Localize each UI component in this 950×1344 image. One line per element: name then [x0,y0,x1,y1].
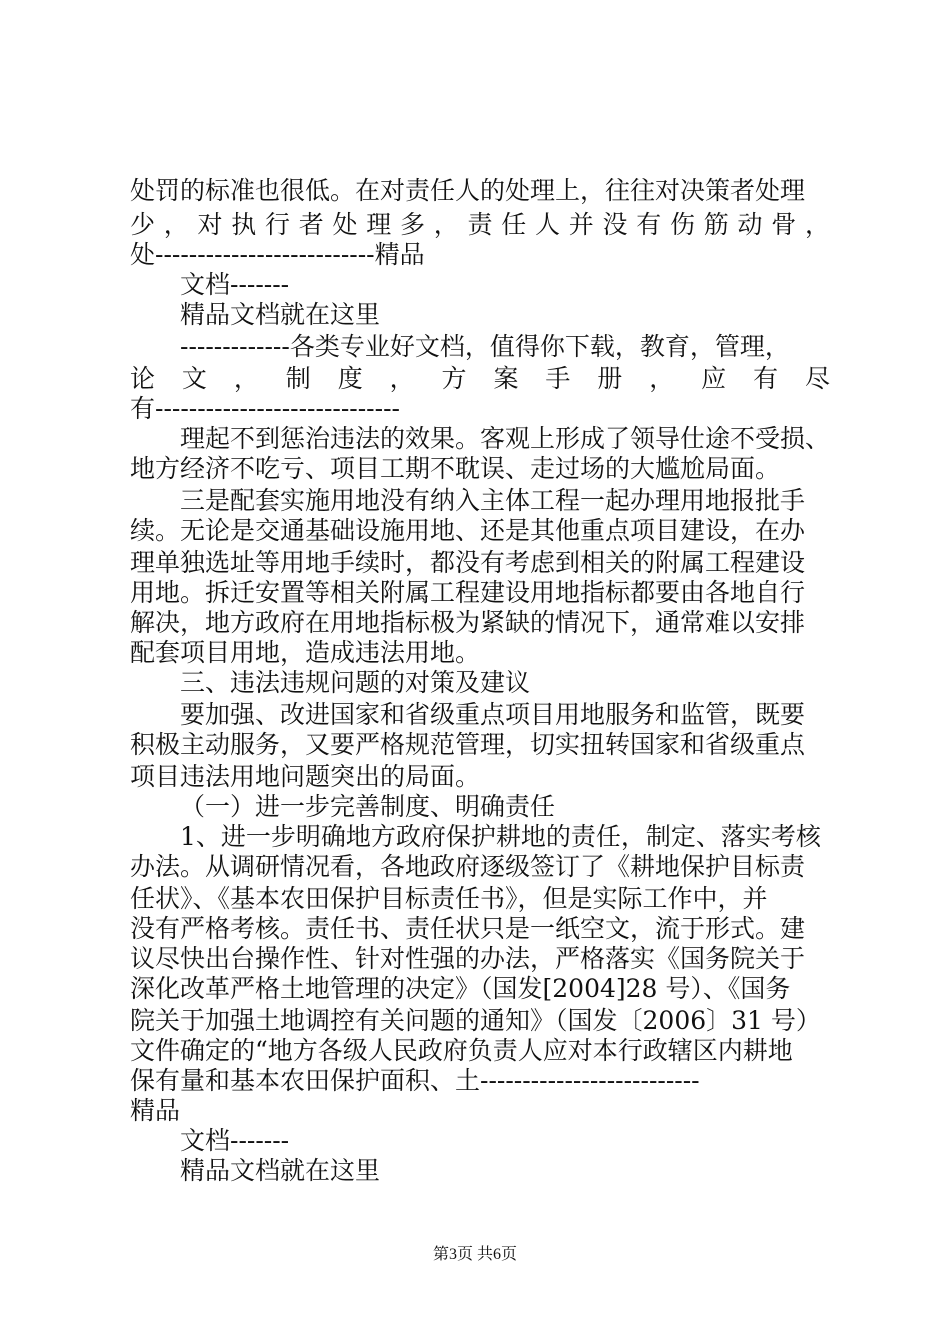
text-line: 办法。从调研情况看，各地政府逐级签订了《耕地保护目标责 [130,852,806,881]
text-line: 没有严格考核。责任书、责任状只是一纸空文，流于形式。建 [130,914,806,943]
text-line: 理单独选址等用地手续时，都没有考虑到相关的附属工程建设 [130,548,806,577]
text-line: 文件确定的“地方各级人民政府负责人应对本行政辖区内耕地 [130,1036,793,1065]
text-line: 项目违法用地问题突出的局面。 [130,762,481,791]
text-line: 有----------------------------- [130,394,400,423]
text-line: 精品文档就在这里 [180,300,381,329]
subsection-heading: （一）进一步完善制度、明确责任 [180,792,556,821]
text-line: -------------各类专业好文档，值得你下载，教育，管理， [180,332,790,361]
text-line: 精品 [130,1096,181,1125]
text-line: 三是配套实施用地没有纳入主体工程一起办理用地报批手 [180,486,806,515]
text-line: 积极主动服务，又要严格规范管理，切实扭转国家和省级重点 [130,730,806,759]
section-heading: 三、违法违规问题的对策及建议 [180,668,531,697]
text-line: 文档------- [180,1126,290,1155]
text-line: 配套项目用地，造成违法用地。 [130,638,481,667]
text-line: 精品文档就在这里 [180,1156,381,1185]
text-line: 解决，地方政府在用地指标极为紧缺的情况下，通常难以安排 [130,608,806,637]
page-number-footer: 第3页 共6页 [432,1246,517,1263]
text-line: 要加强、改进国家和省级重点项目用地服务和监管，既要 [180,700,806,729]
text-line: 深化改革严格土地管理的决定》（国发[2004]28 号）、《国务 [130,974,791,1003]
text-line: 续。无论是交通基础设施用地、还是其他重点项目建设，在办 [130,516,806,545]
text-line: 处罚的标准也很低。在对责任人的处理上，往往对决策者处理 [130,176,806,205]
text-line: 处--------------------------精品 [130,240,425,269]
text-line: 论文，制度，方案手册，应有尽 [130,364,830,393]
text-line: 少，对执行者处理多，责任人并没有伤筋动骨， [130,210,830,239]
text-line: 1、进一步明确地方政府保护耕地的责任，制定、落实考核 [180,822,821,851]
text-line: 用地。拆迁安置等相关附属工程建设用地指标都要由各地自行 [130,578,806,607]
text-line: 理起不到惩治违法的效果。客观上形成了领导仕途不受损、 [180,424,830,453]
text-line: 议尽快出台操作性、针对性强的办法，严格落实《国务院关于 [130,944,806,973]
text-line: 院关于加强土地调控有关问题的通知》（国发〔2006〕31 号） [130,1006,821,1035]
text-line: 任状》、《基本农田保护目标责任书》，但是实际工作中，并 [130,884,768,913]
text-line: 文档------- [180,270,290,299]
text-line: 保有量和基本农田保护面积、土-------------------------- [130,1066,700,1095]
text-line: 地方经济不吃亏、项目工期不耽误、走过场的大尴尬局面。 [130,454,781,483]
